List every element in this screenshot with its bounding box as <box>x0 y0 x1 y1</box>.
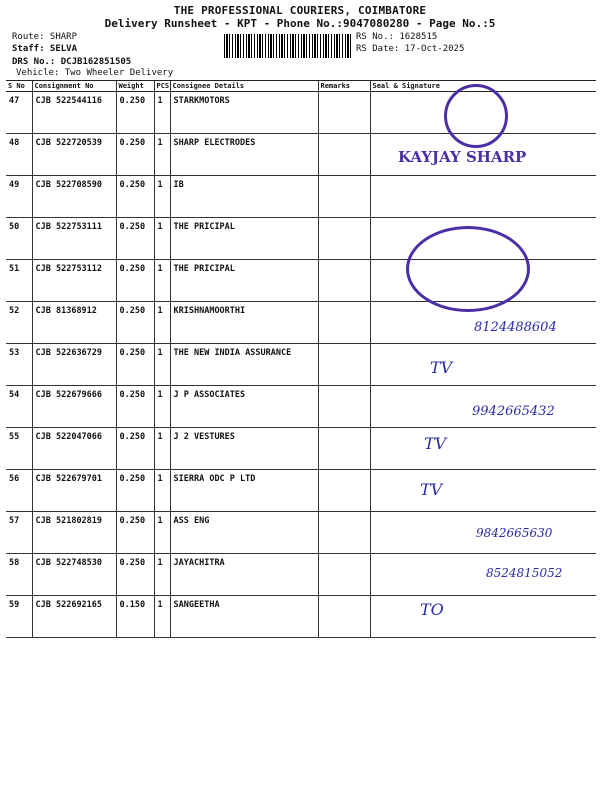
cell-consignment-no: CJB 522047066 <box>32 428 116 470</box>
cell-pcs: 1 <box>154 134 170 176</box>
cell-pcs: 1 <box>154 470 170 512</box>
cell-sno: 56 <box>6 470 32 512</box>
cell-sno: 57 <box>6 512 32 554</box>
cell-sno: 58 <box>6 554 32 596</box>
handwritten-tv-55: TV <box>424 434 447 453</box>
cell-consignee: ASS ENG <box>170 512 318 554</box>
cell-consignee: THE PRICIPAL <box>170 260 318 302</box>
cell-consignee: SIERRA ODC P LTD <box>170 470 318 512</box>
handwritten-tv-56: TV <box>420 480 443 499</box>
cell-remarks <box>318 260 370 302</box>
cell-remarks <box>318 302 370 344</box>
cell-seal-signature <box>370 428 596 470</box>
table-row <box>6 176 596 218</box>
handwritten-phone-57: 9842665630 <box>476 526 553 540</box>
cell-weight: 0.250 <box>116 176 154 218</box>
cell-pcs: 1 <box>154 512 170 554</box>
cell-weight: 0.250 <box>116 260 154 302</box>
vehicle-label: Vehicle: Two Wheeler Delivery <box>16 68 174 78</box>
cell-consignment-no: CJB 522748530 <box>32 554 116 596</box>
cell-pcs: 1 <box>154 554 170 596</box>
round-seal-1 <box>444 84 508 148</box>
cell-sno: 53 <box>6 344 32 386</box>
cell-remarks <box>318 218 370 260</box>
cell-pcs: 1 <box>154 302 170 344</box>
cell-consignment-no: CJB 81368912 <box>32 302 116 344</box>
cell-sno: 47 <box>6 92 32 134</box>
cell-consignment-no: CJB 521802819 <box>32 512 116 554</box>
cell-consignee: J P ASSOCIATES <box>170 386 318 428</box>
handwritten-to-59: TO <box>420 600 444 619</box>
cell-consignment-no: CJB 522636729 <box>32 344 116 386</box>
cell-sno: 55 <box>6 428 32 470</box>
cell-consignee: J 2 VESTURES <box>170 428 318 470</box>
cell-remarks <box>318 344 370 386</box>
cell-weight: 0.250 <box>116 134 154 176</box>
table-header <box>6 81 596 92</box>
cell-consignment-no: CJB 522753112 <box>32 260 116 302</box>
cell-weight: 0.250 <box>116 512 154 554</box>
table-row <box>6 344 596 386</box>
cell-consignee: SANGEETHA <box>170 596 318 638</box>
cell-remarks <box>318 176 370 218</box>
cell-remarks <box>318 470 370 512</box>
cell-remarks <box>318 512 370 554</box>
cell-weight: 0.250 <box>116 386 154 428</box>
handwritten-phone-52: 8124488604 <box>474 320 557 335</box>
cell-consignee: THE PRICIPAL <box>170 218 318 260</box>
staff-label: Staff: SELVA <box>12 44 78 54</box>
cell-consignee: THE NEW INDIA ASSURANCE <box>170 344 318 386</box>
company-title: THE PROFESSIONAL COURIERS, COIMBATORE <box>173 4 427 17</box>
cell-remarks <box>318 386 370 428</box>
company-stamp-text: KAYJAY SHARP <box>398 148 527 166</box>
col-sno: S No <box>6 81 32 92</box>
cell-pcs: 1 <box>154 344 170 386</box>
cell-weight: 0.150 <box>116 596 154 638</box>
col-weight: Weight <box>116 81 154 92</box>
round-seal-2 <box>406 226 530 312</box>
cell-remarks <box>318 596 370 638</box>
cell-pcs: 1 <box>154 218 170 260</box>
cell-sno: 48 <box>6 134 32 176</box>
col-consignee: Consignee Details <box>170 81 318 92</box>
cell-remarks <box>318 428 370 470</box>
cell-seal-signature <box>370 470 596 512</box>
cell-sno: 54 <box>6 386 32 428</box>
cell-consignment-no: CJB 522679666 <box>32 386 116 428</box>
cell-consignment-no: CJB 522544116 <box>32 92 116 134</box>
cell-weight: 0.250 <box>116 344 154 386</box>
cell-consignment-no: CJB 522720539 <box>32 134 116 176</box>
col-remarks: Remarks <box>318 81 370 92</box>
cell-sno: 51 <box>6 260 32 302</box>
table-row <box>6 428 596 470</box>
cell-remarks <box>318 92 370 134</box>
handwritten-tv-53: TV <box>430 358 453 377</box>
cell-consignee: SHARP ELECTRODES <box>170 134 318 176</box>
cell-sno: 49 <box>6 176 32 218</box>
cell-weight: 0.250 <box>116 428 154 470</box>
cell-pcs: 1 <box>154 428 170 470</box>
cell-pcs: 1 <box>154 176 170 218</box>
cell-remarks <box>318 134 370 176</box>
cell-sno: 59 <box>6 596 32 638</box>
cell-consignee: IB <box>170 176 318 218</box>
cell-remarks <box>318 554 370 596</box>
route-label: Route: SHARP <box>12 32 78 42</box>
cell-pcs: 1 <box>154 260 170 302</box>
table-row <box>6 596 596 638</box>
runsheet-subtitle: Delivery Runsheet - KPT - Phone No.:9047080280 - Page No.:5 <box>104 17 496 30</box>
cell-seal-signature <box>370 596 596 638</box>
cell-consignment-no: CJB 522692165 <box>32 596 116 638</box>
rs-date: RS Date: 17-Oct-2025 <box>356 44 465 54</box>
cell-sno: 50 <box>6 218 32 260</box>
col-pcs: PCS <box>154 81 170 92</box>
cell-weight: 0.250 <box>116 218 154 260</box>
rs-number: RS No.: 1628515 <box>356 32 438 42</box>
cell-consignee: STARKMOTORS <box>170 92 318 134</box>
barcode-image <box>224 34 352 58</box>
col-consignment: Consignment No <box>32 81 116 92</box>
cell-pcs: 1 <box>154 386 170 428</box>
cell-consignee: JAYACHITRA <box>170 554 318 596</box>
cell-seal-signature <box>370 176 596 218</box>
col-seal-signature: Seal & Signature <box>370 81 596 92</box>
cell-consignment-no: CJB 522679701 <box>32 470 116 512</box>
cell-pcs: 1 <box>154 596 170 638</box>
cell-consignment-no: CJB 522753111 <box>32 218 116 260</box>
cell-consignee: KRISHNAMOORTHI <box>170 302 318 344</box>
cell-weight: 0.250 <box>116 470 154 512</box>
cell-weight: 0.250 <box>116 302 154 344</box>
handwritten-phone-54: 9942665432 <box>472 404 555 419</box>
cell-sno: 52 <box>6 302 32 344</box>
cell-pcs: 1 <box>154 92 170 134</box>
table-row <box>6 470 596 512</box>
cell-weight: 0.250 <box>116 554 154 596</box>
cell-weight: 0.250 <box>116 92 154 134</box>
cell-seal-signature <box>370 344 596 386</box>
handwritten-phone-58: 8524815052 <box>486 566 563 580</box>
cell-consignment-no: CJB 522708590 <box>32 176 116 218</box>
drs-number: DRS No.: DCJB162851505 <box>12 57 132 67</box>
